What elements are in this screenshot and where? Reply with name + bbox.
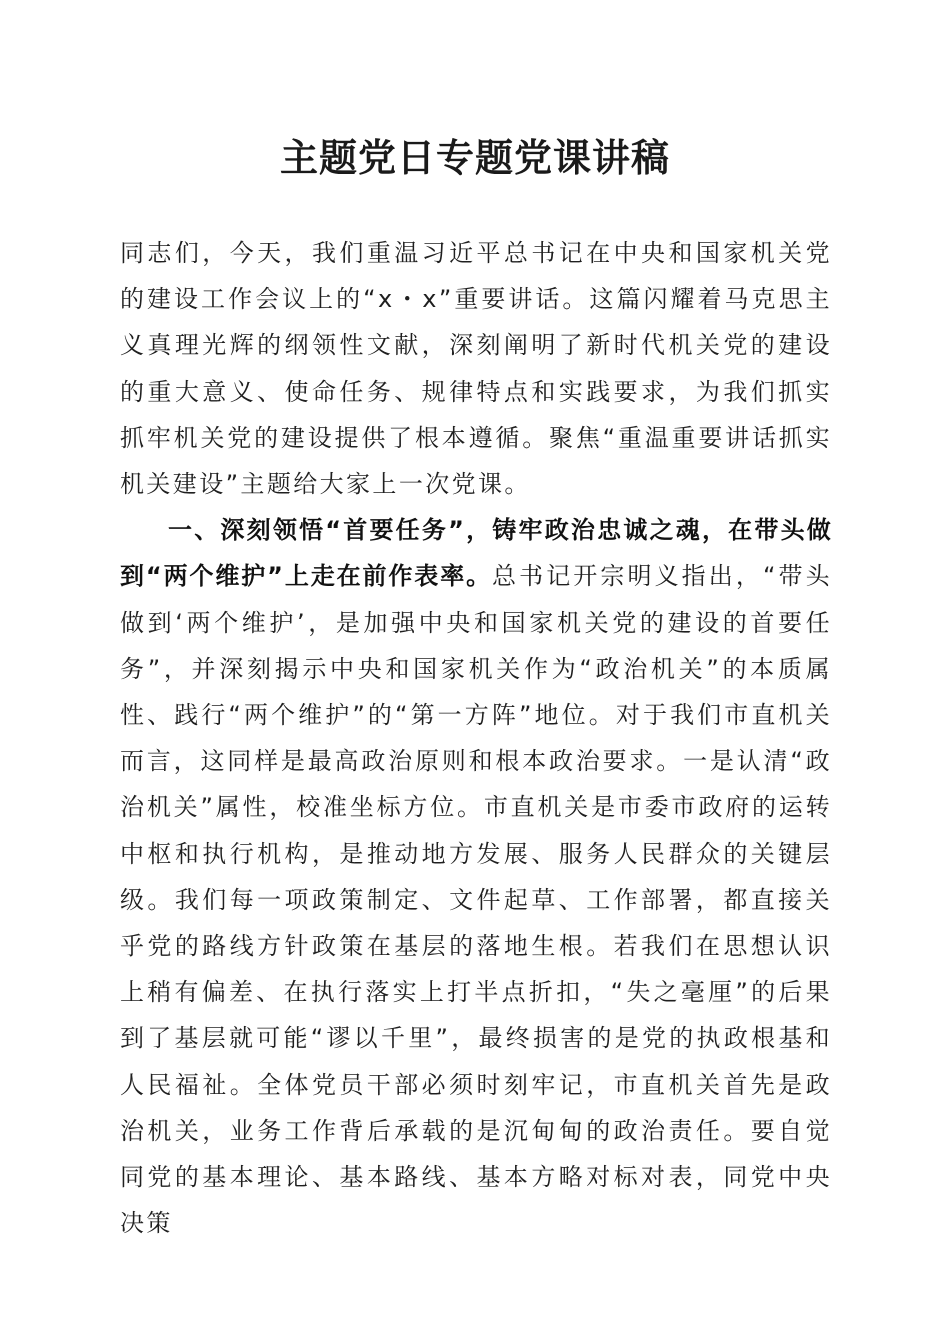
intro-paragraph-text: 同志们，今天，我们重温习近平总书记在中央和国家机关党的建设工作会议上的“x・x”重要讲话。这篇闪耀着马克思主义真理光辉的纲领性文献，深刻阐明了新时代机关党的建设的重大意义、使命任务、规律特点和实践要求，为我们抓实抓牢机关党的建设提供了根本遵循。聚焦“重温重要讲话抓实机关建设”主题给大家上一次党课。 xyxy=(120,239,832,499)
document-body xyxy=(120,230,832,1246)
document-title: 主题党日专题党课讲稿 xyxy=(279,135,670,180)
section-one-text: 总书记开宗明义指出，“带头做到‘两个维护’，是加强中央和国家机关党的建设的首要任务”，并深刻揭示中央和国家机关作为“政治机关”的本质属性、践行“两个维护”的“第一方阵”地位。对于我们市直机关而言，这同样是最高政治原则和根本政治要求。一是认清“政治机关”属性，校准坐标方位。市直机关是市委市政府的运转中枢和执行机构，是推动地方发展、服务人民群众的关键层级。我们每一项政策制定、文件起草、工作部署，都直接关乎党的路线方针政策在基层的落地生根。若我们在思想认识上稍有偏差、在执行落实上打半点折扣，“失之毫厘”的后果到了基层就可能“谬以千里”，最终损害的是党的执政根基和人民福祉。全体党员干部必须时刻牢记，市直机关首先是政治机关，业务工作背后承载的是沉甸甸的政治责任。要自觉同党的基本理论、基本路线、基本方略对标对表，同党中央决策 xyxy=(120,562,832,1238)
section-one-heading: 一、深刻领悟“首要任务”，铸牢政治忠诚之魂，在带头做到“两个维护”上走在前作表率。 xyxy=(120,516,832,591)
section-one-paragraph xyxy=(120,507,832,1246)
intro-paragraph xyxy=(120,230,832,507)
